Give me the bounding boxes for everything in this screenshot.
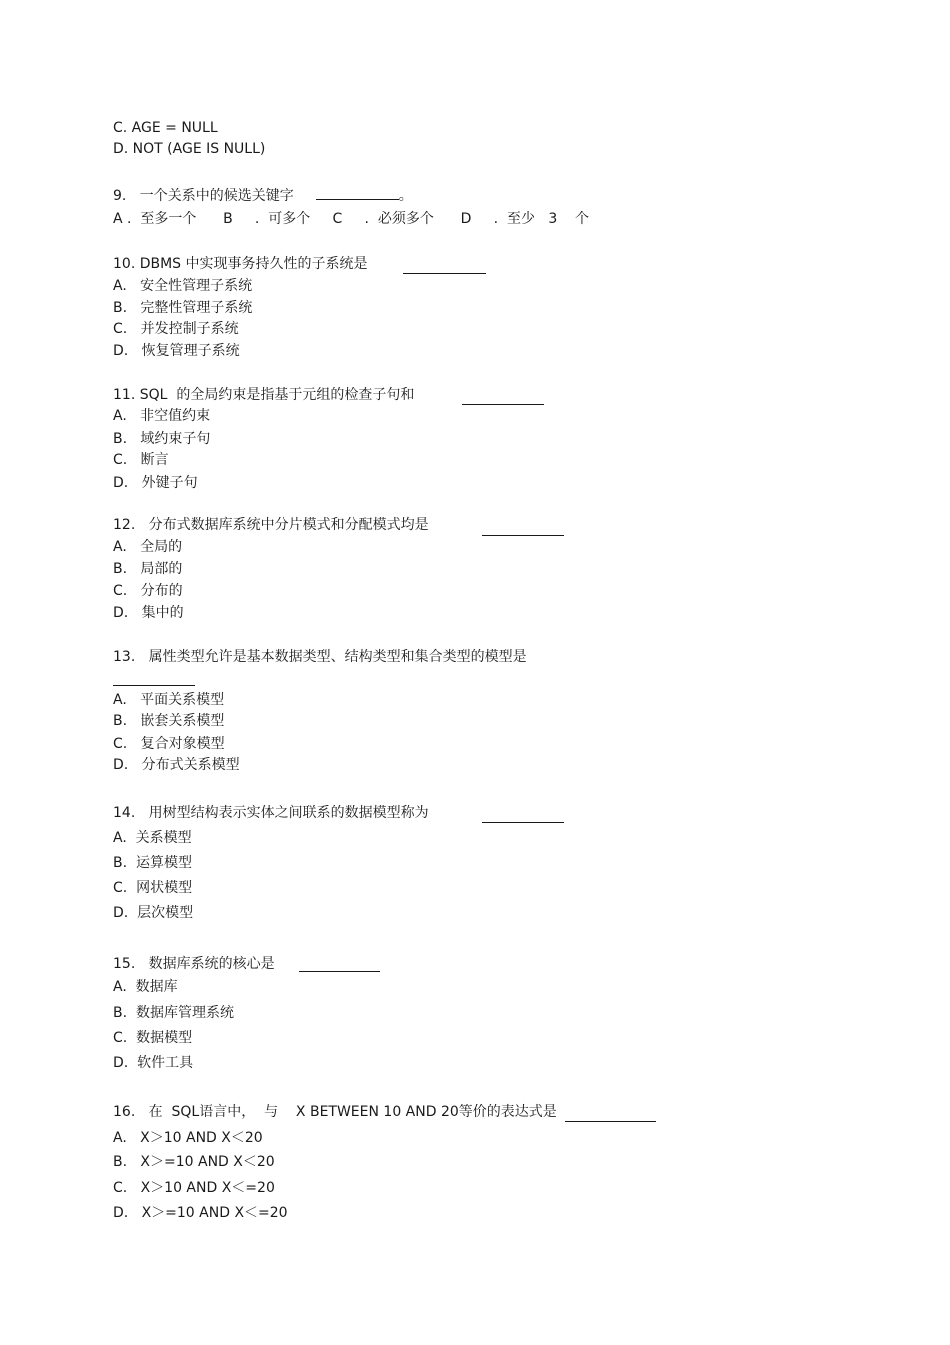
- q12-answer-blank: [482, 534, 564, 536]
- q10-option-c: C. 并发控制子系统: [113, 321, 239, 337]
- q12-option-a: A. 全局的: [113, 539, 183, 555]
- q8-option-c: C. AGE = NULL: [113, 120, 218, 136]
- q10-option-b: B. 完整性管理子系统: [113, 300, 253, 316]
- q12-option-d: D. 集中的: [113, 605, 184, 621]
- q15-option-d: D. 软件工具: [113, 1055, 194, 1071]
- q11-option-c: C. 断言: [113, 452, 169, 468]
- q15-option-a: A. 数据库: [113, 979, 178, 995]
- q9-stem: [113, 185, 413, 203]
- q8-option-d: D. NOT (AGE IS NULL): [113, 141, 266, 157]
- q11-option-a: A. 非空值约束: [113, 408, 211, 424]
- q13-option-d: D. 分布式关系模型: [113, 757, 240, 773]
- q16-option-a: A. X＞10 AND X＜20: [113, 1130, 263, 1146]
- q11-option-b: B. 域约束子句: [113, 431, 211, 447]
- q14-option-b: B. 运算模型: [113, 855, 192, 871]
- q13-option-c: C. 复合对象模型: [113, 736, 225, 752]
- q10-option-a: A. 安全性管理子系统: [113, 278, 253, 294]
- q16-option-c: C. X＞10 AND X＜=20: [113, 1180, 275, 1196]
- q9-stem-text: 9. 一个关系中的候选关键字: [113, 188, 294, 204]
- q13-stem: 13. 属性类型允许是基本数据类型、结构类型和集合类型的模型是: [113, 649, 527, 665]
- q9-options: A . 至多一个 B . 可多个 C . 必须多个 D . 至少 3 个: [113, 211, 590, 227]
- q12-stem: 12. 分布式数据库系统中分片模式和分配模式均是: [113, 517, 429, 533]
- q11-stem: 11. SQL 的全局约束是指基于元组的检查子句和: [113, 387, 415, 403]
- q16-option-d: D. X＞=10 AND X＜=20: [113, 1205, 288, 1221]
- q14-option-c: C. 网状模型: [113, 880, 193, 896]
- q10-option-d: D. 恢复管理子系统: [113, 343, 240, 359]
- q14-stem: 14. 用树型结构表示实体之间联系的数据模型称为: [113, 805, 429, 821]
- q9-stem-end: 。: [398, 188, 413, 204]
- q14-answer-blank: [482, 821, 564, 823]
- q15-option-c: C. 数据模型: [113, 1030, 193, 1046]
- q15-answer-blank: [299, 970, 380, 972]
- q10-answer-blank: [403, 272, 486, 274]
- q16-option-b: B. X＞=10 AND X＜20: [113, 1154, 275, 1170]
- q14-option-a: A. 关系模型: [113, 830, 192, 846]
- q11-answer-blank: [462, 403, 544, 405]
- q12-option-b: B. 局部的: [113, 561, 183, 577]
- q10-stem: 10. DBMS 中实现事务持久性的子系统是: [113, 256, 368, 272]
- q15-stem: 15. 数据库系统的核心是: [113, 956, 275, 972]
- q16-answer-blank: [565, 1120, 656, 1122]
- q12-option-c: C. 分布的: [113, 583, 183, 599]
- q9-answer-blank: [316, 185, 399, 200]
- q11-option-d: D. 外键子句: [113, 475, 198, 491]
- q13-answer-blank: [113, 684, 195, 686]
- q15-option-b: B. 数据库管理系统: [113, 1005, 234, 1021]
- q14-option-d: D. 层次模型: [113, 905, 194, 921]
- q13-option-a: A. 平面关系模型: [113, 692, 225, 708]
- q13-option-b: B. 嵌套关系模型: [113, 713, 225, 729]
- q16-stem: 16. 在 SQL语言中， 与 X BETWEEN 10 AND 20等价的表达式是: [113, 1104, 557, 1120]
